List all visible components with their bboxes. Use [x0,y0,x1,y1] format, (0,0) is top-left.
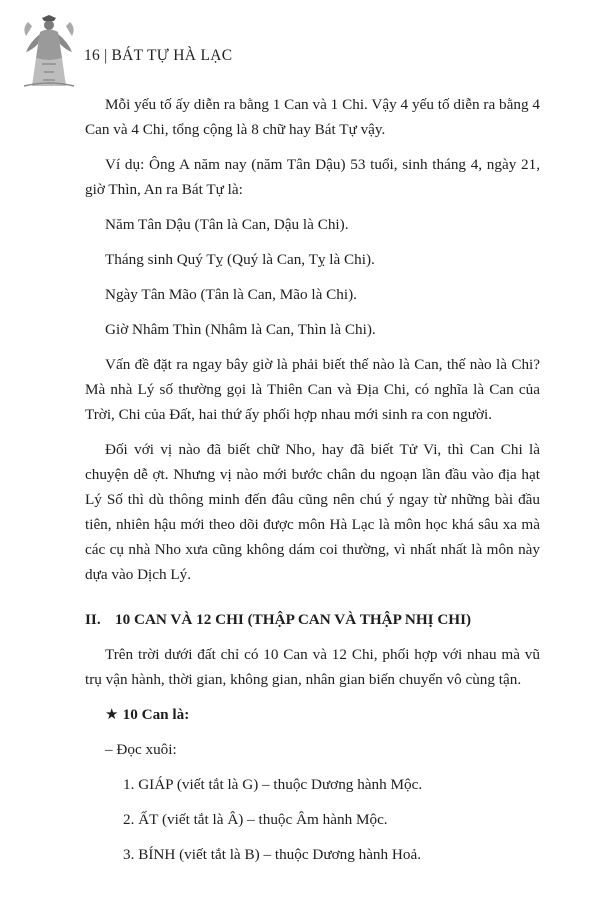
book-title: BÁT TỰ HÀ LẠC [111,47,233,64]
section-heading [85,607,540,632]
section-intro: Trên trời dưới đất chỉ có 10 Can và 12 Chi, phối hợp với nhau mà vũ trụ vận hành, thời gian, không gian, nhân gian biến chuyển vô cùng tận. [85,646,540,688]
paragraph: Vấn đề đặt ra ngay bây giờ là phải biết thế nào là Can, thế nào là Chi? Mà nhà Lý số thường gọi là Thiên Can và Địa Chi, có nghĩa là Can của Trời, Chi của Đất, hai thứ ấy phối hợp nhau mới sinh ra con người. [85,356,540,423]
page-number: 16 [84,47,101,64]
subheading [105,702,540,727]
scholar-figure-ornament [18,14,80,90]
list-item: 1. GIÁP (viết tắt là G) – thuộc Dương hành Mộc. [123,776,423,793]
paragraph: Ví dụ: Ông A năm nay (năm Tân Dậu) 53 tuổi, sinh tháng 4, ngày 21, giờ Thìn, An ra Bát Tự là: [85,156,540,198]
star-icon: ★ [105,706,119,723]
order-label: – Đọc xuôi: [105,741,177,758]
running-header [84,47,232,65]
section-title: 10 CAN VÀ 12 CHI (THẬP CAN VÀ THẬP NHỊ CHI) [115,611,472,628]
example-line: Ngày Tân Mão (Tân là Can, Mão là Chi). [105,286,357,303]
example-line: Giờ Nhâm Thìn (Nhâm là Can, Thìn là Chi). [105,321,376,338]
example-line: Năm Tân Dậu (Tân là Can, Dậu là Chi). [105,216,349,233]
page-body [85,92,540,877]
list-item: 2. ẤT (viết tắt là Â) – thuộc Âm hành Mộc. [123,811,388,828]
example-line: Tháng sinh Quý Tỵ (Quý là Can, Tỵ là Chi). [105,251,375,268]
section-number: II. [85,611,101,628]
header-separator: | [104,47,108,64]
subheading-label: 10 Can là: [122,706,190,723]
scholar-figure-icon [18,14,80,90]
paragraph: Đối với vị nào đã biết chữ Nho, hay đã biết Tử Vi, thì Can Chi là chuyện dễ ợt. Nhưng vị nào mới bước chân du ngoạn lần đầu vào địa hạt Lý Số thì dù thông minh đến đâu cũng nên chú ý ngay từ những bài đầu tiên, nhiên hậu mới theo dõi được môn Hà Lạc là môn học khá sâu xa mà các cụ nhà Nho xưa cũng không dám coi thường, vì nhất nhất là môn này dựa vào Dịch Lý. [85,441,540,583]
paragraph: Mỗi yếu tố ấy diễn ra bằng 1 Can và 1 Chi. Vậy 4 yếu tố diễn ra bằng 4 Can và 4 Chi, tổng cộng là 8 chữ hay Bát Tự vậy. [85,96,540,138]
list-item: 3. BÍNH (viết tắt là B) – thuộc Dương hành Hoả. [123,846,422,863]
